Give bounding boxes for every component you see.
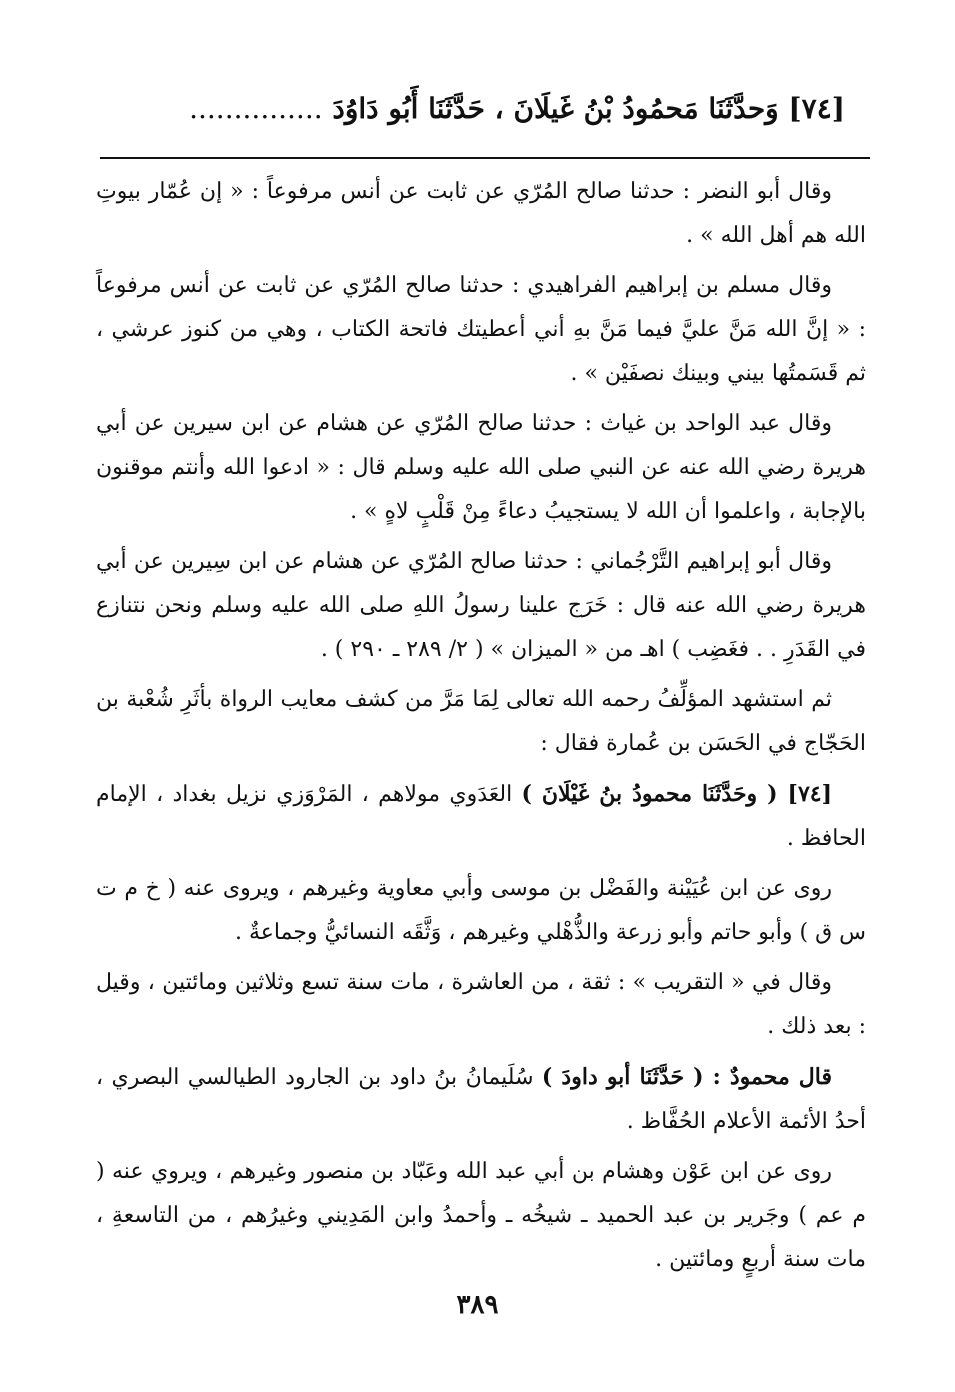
- hadith-lead: قال محمودٌ : ( حَدَّثَنَا أبو داودَ ): [541, 1064, 833, 1090]
- paragraph-hadith-74: [96, 772, 866, 861]
- running-header: [100, 92, 845, 125]
- paragraph-abu-dawud: [96, 1055, 866, 1144]
- paragraph-text: روى عن ابن عَوْن وهشام بن أبي عبد الله وعَبّاد بن منصور وغيرهم ، ويروي عنه ( م عم ) وجَرير بن عبد الحميد ـ شيخُه ـ وأحمدُ وابن المَدِيني وغيرُهم ، من التاسعةِ ، مات سنة أربعٍ ومائتين .: [96, 1159, 866, 1272]
- page-number: ٣٨٩: [456, 1290, 499, 1320]
- paragraph-abu-ibrahim: [96, 540, 866, 672]
- paragraph-abd-al-wahid: [96, 402, 866, 534]
- paragraph-text: وقال مسلم بن إبراهيم الفراهيدي : حدثنا صالح المُرّي عن ثابت عن أنس مرفوعاً : « إنَّ الله مَنَّ عليَّ فيما مَنَّ بهِ أني أعطيتك فاتحة الكتاب ، وهي من كنوز عرشي ، ثم قَسَمتُها بيني وبينك نصفَيْن » .: [96, 273, 866, 386]
- paragraph-narrators-abu-dawud: [96, 1150, 866, 1282]
- paragraph-text: العَدَوي مولاهم ، المَرْوَزي نزيل بغداد ، الإمام الحافظ .: [96, 782, 866, 851]
- paragraph-text: وقال عبد الواحد بن غياث : حدثنا صالح المُرّي عن هشام عن ابن سيرين عن أبي هريرة رضي الله عنه عن النبي صلى الله عليه وسلم قال : « ادعوا الله وأنتم موقنون بالإجابة ، واعلموا أن الله لا يستجيبُ دعاءً مِنْ قَلْبٍ لاهٍ » .: [96, 411, 866, 524]
- paragraph-text: روى عن ابن عُيَيْنة والفَضْل بن موسى وأبي معاوية وغيرهم ، ويروى عنه ( خ م ت س ق ) وأبو حاتم وأبو زرعة والذُّهْلي وغيرهم ، وَثَّقَه النسائيُّ وجماعةٌ .: [96, 876, 866, 945]
- paragraph-author-note: [96, 678, 866, 766]
- paragraph-text: وقال أبو النضر : حدثنا صالح المُرّي عن ثابت عن أنس مرفوعاً : « إن عُمّار بيوتِ الله هم أهل الله » .: [96, 179, 866, 248]
- hadith-lead: [٧٤] ( وحَدَّثَنَا محمودُ بنُ غَيْلَانَ ): [521, 781, 832, 807]
- paragraph-text: وقال أبو إبراهيم التَّرْجُماني : حدثنا صالح المُرّي عن هشام عن ابن سِيرين عن أبي هريرة رضي الله عنه قال : خَرَج علينا رسولُ اللهِ صلى الله عليه وسلم ونحن نتنازع في القَدَرِ . . فغَضِب ) اهـ من « الميزان » ( ٢/ ٢٨٩ ـ ٢٩٠ ) .: [96, 549, 866, 662]
- paragraph-text: سُلَيمانُ بنُ داود بن الجارود الطيالسي البصري ، أحدُ الأئمة الأعلام الحُفَّاظ .: [96, 1065, 866, 1134]
- main-text: [96, 170, 866, 1288]
- running-header-leader: ...............: [189, 92, 323, 125]
- header-rule: [100, 157, 870, 159]
- paragraph-narrators-mahmud: [96, 867, 866, 955]
- running-header-title: [٧٤] وَحدَّثَنَا مَحمُودُ بْنُ غَيلَانَ ، حَدَّثَنَا أَبُو دَاوُدَ: [332, 92, 845, 125]
- paragraph-text: ثم استشهد المؤلِّفُ رحمه الله تعالى لِمَا مَرَّ من كشف معايب الرواة بأثَرِ شُعْبة بن الحَجّاج في الحَسَن بن عُمارة فقال :: [96, 687, 866, 756]
- paragraph-abu-al-nadr: [96, 170, 866, 258]
- paragraph-muslim-ibn-ibrahim: [96, 264, 866, 396]
- paragraph-taqrib: [96, 961, 866, 1049]
- paragraph-text: وقال في « التقريب » : ثقة ، من العاشرة ، مات سنة تسع وثلاثين ومائتين ، وقيل : بعد ذلك .: [96, 970, 866, 1039]
